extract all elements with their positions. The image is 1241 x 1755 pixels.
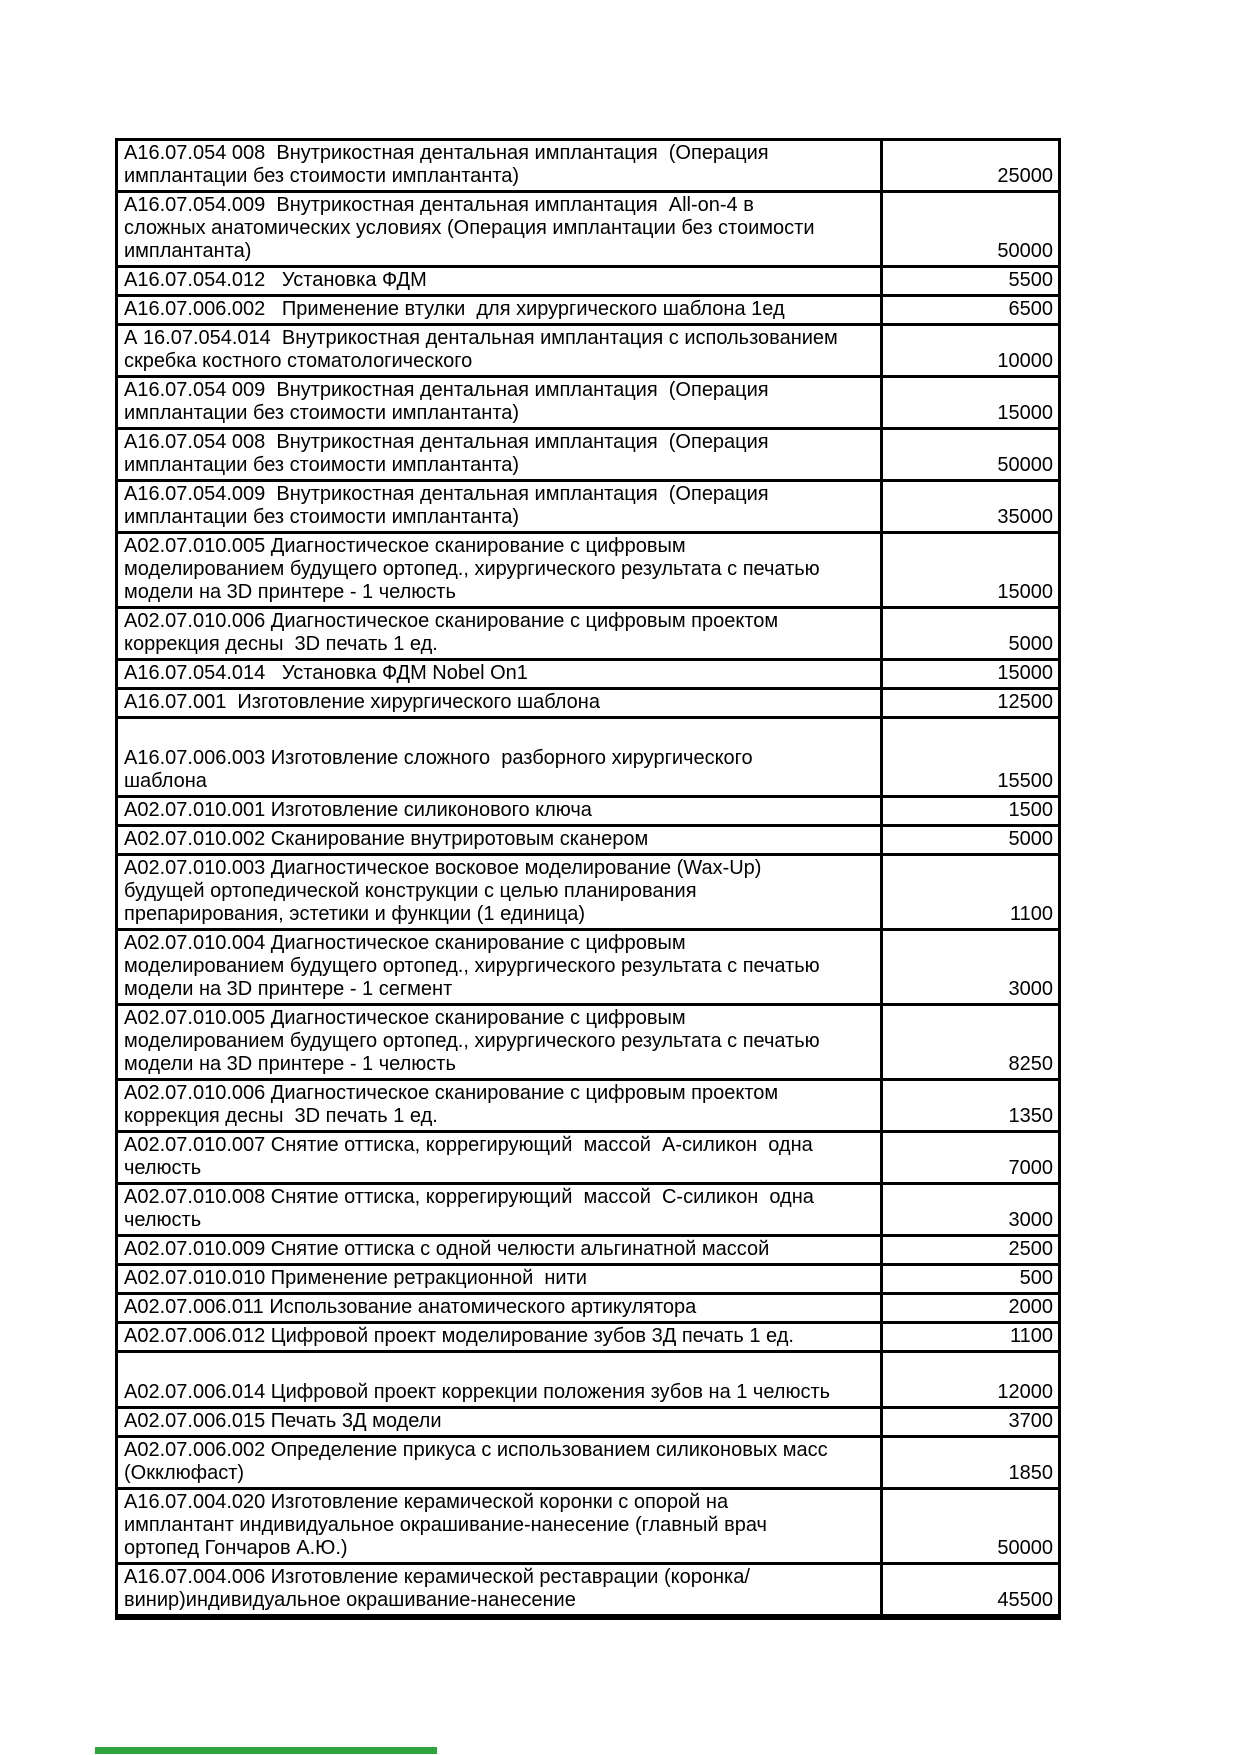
table-row — [117, 1564, 1060, 1618]
service-cell: А02.07.010.010 Применение ретракционной нити — [117, 1265, 882, 1294]
price-cell: 500 — [882, 1265, 1060, 1294]
service-cell: А16.07.006.003 Изготовление сложного разборного хирургического шаблона — [117, 718, 882, 797]
price-cell: 15000 — [882, 377, 1060, 429]
price-cell: 12500 — [882, 689, 1060, 718]
table-row — [117, 797, 1060, 826]
price-cell: 50000 — [882, 429, 1060, 481]
price-cell: 2500 — [882, 1236, 1060, 1265]
service-cell: А02.07.010.006 Диагностическое сканирование с цифровым проектом коррекция десны 3D печать 1 ед. — [117, 1080, 882, 1132]
price-cell: 6500 — [882, 296, 1060, 325]
service-cell: А16.07.054.012 Установка ФДМ — [117, 267, 882, 296]
table-row — [117, 855, 1060, 930]
service-cell: А02.07.010.006 Диагностическое сканирование с цифровым проектом коррекция десны 3D печать 1 ед. — [117, 608, 882, 660]
table-row — [117, 267, 1060, 296]
table-row — [117, 930, 1060, 1005]
table-row — [117, 718, 1060, 797]
service-cell: А16.07.004.006 Изготовление керамической реставрации (коронка/винир)индивидуальное окрашивание-нанесение — [117, 1564, 882, 1618]
table-row — [117, 1323, 1060, 1352]
table-row — [117, 140, 1060, 192]
table-row — [117, 689, 1060, 718]
service-cell: А16.07.004.020 Изготовление керамической коронки с опорой на имплантант индивидуальное окрашивание-нанесение (главный врач ортопед Гончаров А.Ю.) — [117, 1489, 882, 1564]
price-cell: 7000 — [882, 1132, 1060, 1184]
table-row — [117, 1294, 1060, 1323]
price-cell: 45500 — [882, 1564, 1060, 1618]
price-cell: 5500 — [882, 267, 1060, 296]
bottom-green-strip — [95, 1747, 437, 1754]
table-row — [117, 1184, 1060, 1236]
service-cell: А02.07.006.012 Цифровой проект моделирование зубов 3Д печать 1 ед. — [117, 1323, 882, 1352]
service-cell: А02.07.010.005 Диагностическое сканирование с цифровым моделированием будущего ортопед., хирургического результата с печатью модели на 3D принтере - 1 челюсть — [117, 533, 882, 608]
service-cell: А16.07.001 Изготовление хирургического шаблона — [117, 689, 882, 718]
service-cell: А16.07.054 008 Внутрикостная дентальная имплантация (Операция имплантации без стоимости имплантанта) — [117, 429, 882, 481]
table-row — [117, 325, 1060, 377]
price-cell: 50000 — [882, 192, 1060, 267]
price-table — [115, 138, 1061, 1620]
price-cell: 12000 — [882, 1352, 1060, 1408]
price-table-body — [117, 140, 1060, 1618]
table-row — [117, 296, 1060, 325]
table-row — [117, 1132, 1060, 1184]
service-cell: А02.07.006.002 Определение прикуса с использованием силиконовых масс (Окклюфаст) — [117, 1437, 882, 1489]
service-cell: А02.07.010.007 Снятие оттиска, коррегирующий массой А-силикон одна челюсть — [117, 1132, 882, 1184]
price-cell: 15000 — [882, 533, 1060, 608]
table-row — [117, 660, 1060, 689]
table-row — [117, 1265, 1060, 1294]
price-cell: 2000 — [882, 1294, 1060, 1323]
table-row — [117, 429, 1060, 481]
price-cell: 3000 — [882, 930, 1060, 1005]
price-cell: 5000 — [882, 826, 1060, 855]
price-cell: 5000 — [882, 608, 1060, 660]
service-cell: А02.07.010.005 Диагностическое сканирование с цифровым моделированием будущего ортопед., хирургического результата с печатью модели на 3D принтере - 1 челюсть — [117, 1005, 882, 1080]
service-cell: А 16.07.054.014 Внутрикостная дентальная имплантация с использованием скребка костного стоматологического — [117, 325, 882, 377]
table-row — [117, 608, 1060, 660]
price-cell: 1100 — [882, 855, 1060, 930]
service-cell: А02.07.010.009 Снятие оттиска с одной челюсти альгинатной массой — [117, 1236, 882, 1265]
service-cell: А02.07.006.014 Цифровой проект коррекции положения зубов на 1 челюсть — [117, 1352, 882, 1408]
service-cell: А02.07.010.004 Диагностическое сканирование с цифровым моделированием будущего ортопед., хирургического результата с печатью модели на 3D принтере - 1 сегмент — [117, 930, 882, 1005]
price-cell: 1500 — [882, 797, 1060, 826]
service-cell: А02.07.006.015 Печать 3Д модели — [117, 1408, 882, 1437]
table-row — [117, 1489, 1060, 1564]
service-cell: А16.07.054 008 Внутрикостная дентальная имплантация (Операция имплантации без стоимости имплантанта) — [117, 140, 882, 192]
service-cell: А02.07.010.003 Диагностическое восковое моделирование (Wax-Up) будущей ортопедической конструкции с целью планирования препарирования, эстетики и функции (1 единица) — [117, 855, 882, 930]
table-row — [117, 826, 1060, 855]
service-cell: А16.07.054.009 Внутрикостная дентальная имплантация (Операция имплантации без стоимости имплантанта) — [117, 481, 882, 533]
table-row — [117, 1080, 1060, 1132]
price-cell: 10000 — [882, 325, 1060, 377]
price-cell: 35000 — [882, 481, 1060, 533]
service-cell: А02.07.010.008 Снятие оттиска, коррегирующий массой С-силикон одна челюсть — [117, 1184, 882, 1236]
service-cell: А16.07.006.002 Применение втулки для хирургического шаблона 1ед — [117, 296, 882, 325]
service-cell: А16.07.054 009 Внутрикостная дентальная имплантация (Операция имплантации без стоимости имплантанта) — [117, 377, 882, 429]
service-cell: А02.07.010.002 Сканирование внутриротовым сканером — [117, 826, 882, 855]
price-cell: 3000 — [882, 1184, 1060, 1236]
price-cell: 1350 — [882, 1080, 1060, 1132]
price-cell: 8250 — [882, 1005, 1060, 1080]
service-cell: А02.07.006.011 Использование анатомического артикулятора — [117, 1294, 882, 1323]
price-cell: 1850 — [882, 1437, 1060, 1489]
table-row — [117, 1352, 1060, 1408]
table-row — [117, 1437, 1060, 1489]
table-row — [117, 1408, 1060, 1437]
price-cell: 25000 — [882, 140, 1060, 192]
price-cell: 3700 — [882, 1408, 1060, 1437]
table-row — [117, 377, 1060, 429]
price-cell: 50000 — [882, 1489, 1060, 1564]
table-row — [117, 1236, 1060, 1265]
price-cell: 15000 — [882, 660, 1060, 689]
service-cell: А16.07.054.014 Установка ФДМ Nobel On1 — [117, 660, 882, 689]
table-row — [117, 533, 1060, 608]
table-row — [117, 481, 1060, 533]
price-cell: 15500 — [882, 718, 1060, 797]
price-cell: 1100 — [882, 1323, 1060, 1352]
table-row — [117, 1005, 1060, 1080]
service-cell: А02.07.010.001 Изготовление силиконового ключа — [117, 797, 882, 826]
service-cell: А16.07.054.009 Внутрикостная дентальная имплантация All-on-4 в сложных анатомических условиях (Операция имплантации без стоимости имплантанта) — [117, 192, 882, 267]
table-row — [117, 192, 1060, 267]
